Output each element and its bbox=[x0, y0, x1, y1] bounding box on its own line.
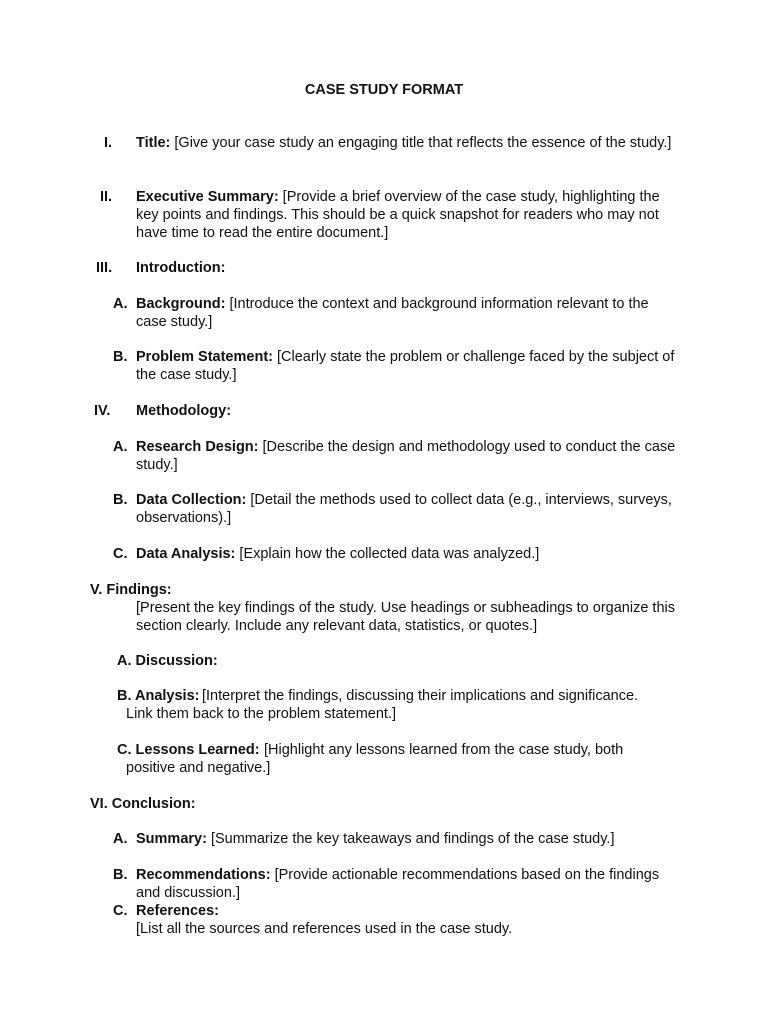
subsection-marker: B. bbox=[113, 867, 128, 883]
section-heading: Methodology: bbox=[136, 403, 232, 419]
subsection-heading: A. Discussion: bbox=[117, 653, 218, 669]
subsection-heading: Problem Statement: bbox=[136, 349, 273, 365]
subsection-marker: A. bbox=[113, 439, 128, 455]
subsection-heading: Research Design: bbox=[136, 439, 259, 455]
section-text: [Give your case study an engaging title that reflects the essence of the study.] bbox=[170, 135, 672, 151]
section-marker: IV. bbox=[94, 403, 111, 419]
subsection-text: [Interpret the findings, discussing their implications and significance. bbox=[202, 688, 639, 704]
subsection-heading: Recommendations: bbox=[136, 867, 271, 883]
subsection-heading: Summary: bbox=[136, 831, 207, 847]
section-body bbox=[136, 134, 676, 152]
subsection-marker: C. bbox=[113, 546, 128, 562]
section-text: [Provide a brief overview of the case study, highlighting the key points and findings. This should be a quick snapshot for readers who may not have time to read the entire document.] bbox=[136, 189, 660, 241]
section-heading: Executive Summary: bbox=[136, 189, 279, 205]
section-body bbox=[136, 259, 676, 277]
section-heading: VI. Conclusion: bbox=[90, 796, 196, 812]
subsection-heading: Data Collection: bbox=[136, 492, 247, 508]
subsection-text: [Explain how the collected data was analyzed.] bbox=[235, 546, 540, 562]
subsection-text: [Clearly state the problem or challenge faced by the subject of the case study.] bbox=[136, 349, 675, 383]
section-text: [Present the key findings of the study. Use headings or subheadings to organize this section clearly. Include any relevant data, statistics, or quotes.] bbox=[136, 600, 675, 634]
subsection-text: [Summarize the key takeaways and findings of the case study.] bbox=[206, 831, 615, 847]
subsection-marker: B. bbox=[113, 492, 128, 508]
subsection-body bbox=[136, 830, 676, 848]
subsection-heading: Data Analysis: bbox=[136, 546, 236, 562]
section-body bbox=[136, 188, 676, 242]
subsection-body bbox=[136, 866, 676, 902]
subsection-heading: Background: bbox=[136, 296, 226, 312]
subsection-body bbox=[136, 348, 676, 384]
subsection-text: [Detail the methods used to collect data (e.g., interviews, surveys, observations).] bbox=[136, 492, 672, 526]
section-heading: V. Findings: bbox=[90, 582, 172, 598]
subsection-heading: References: bbox=[136, 903, 220, 919]
section-marker: II. bbox=[100, 189, 113, 205]
subsection-text: [Highlight any lessons learned from the case study, both bbox=[264, 742, 624, 758]
section-marker: III. bbox=[96, 260, 113, 276]
section-body bbox=[136, 402, 676, 420]
subsection-heading: B. Analysis: bbox=[117, 688, 200, 704]
subsection-body bbox=[136, 902, 676, 920]
subsection-marker: A. bbox=[113, 831, 128, 847]
subsection-text: [Introduce the context and background information relevant to the case study.] bbox=[136, 296, 649, 330]
section-heading: Introduction: bbox=[136, 260, 226, 276]
subsection-body bbox=[136, 491, 676, 527]
subsection-text-continued: positive and negative.] bbox=[126, 760, 271, 776]
subsection-body bbox=[136, 438, 676, 474]
subsection-marker: C. bbox=[113, 903, 128, 919]
subsection-text-continued: Link them back to the problem statement.] bbox=[126, 706, 396, 722]
subsection-text: [Provide actionable recommendations based on the findings and discussion.] bbox=[136, 867, 660, 901]
subsection-text: [Describe the design and methodology used to conduct the case study.] bbox=[136, 439, 676, 473]
subsection-marker: A. bbox=[113, 296, 128, 312]
subsection-body bbox=[136, 295, 676, 331]
subsection-heading: C. Lessons Learned: bbox=[117, 742, 260, 758]
subsection-text: [List all the sources and references used in the case study. bbox=[136, 921, 513, 937]
subsection-body bbox=[136, 545, 676, 563]
subsection-marker: B. bbox=[113, 349, 128, 365]
document-title: CASE STUDY FORMAT bbox=[304, 82, 464, 98]
section-marker: I. bbox=[104, 135, 113, 151]
section-heading: Title: bbox=[136, 135, 171, 151]
